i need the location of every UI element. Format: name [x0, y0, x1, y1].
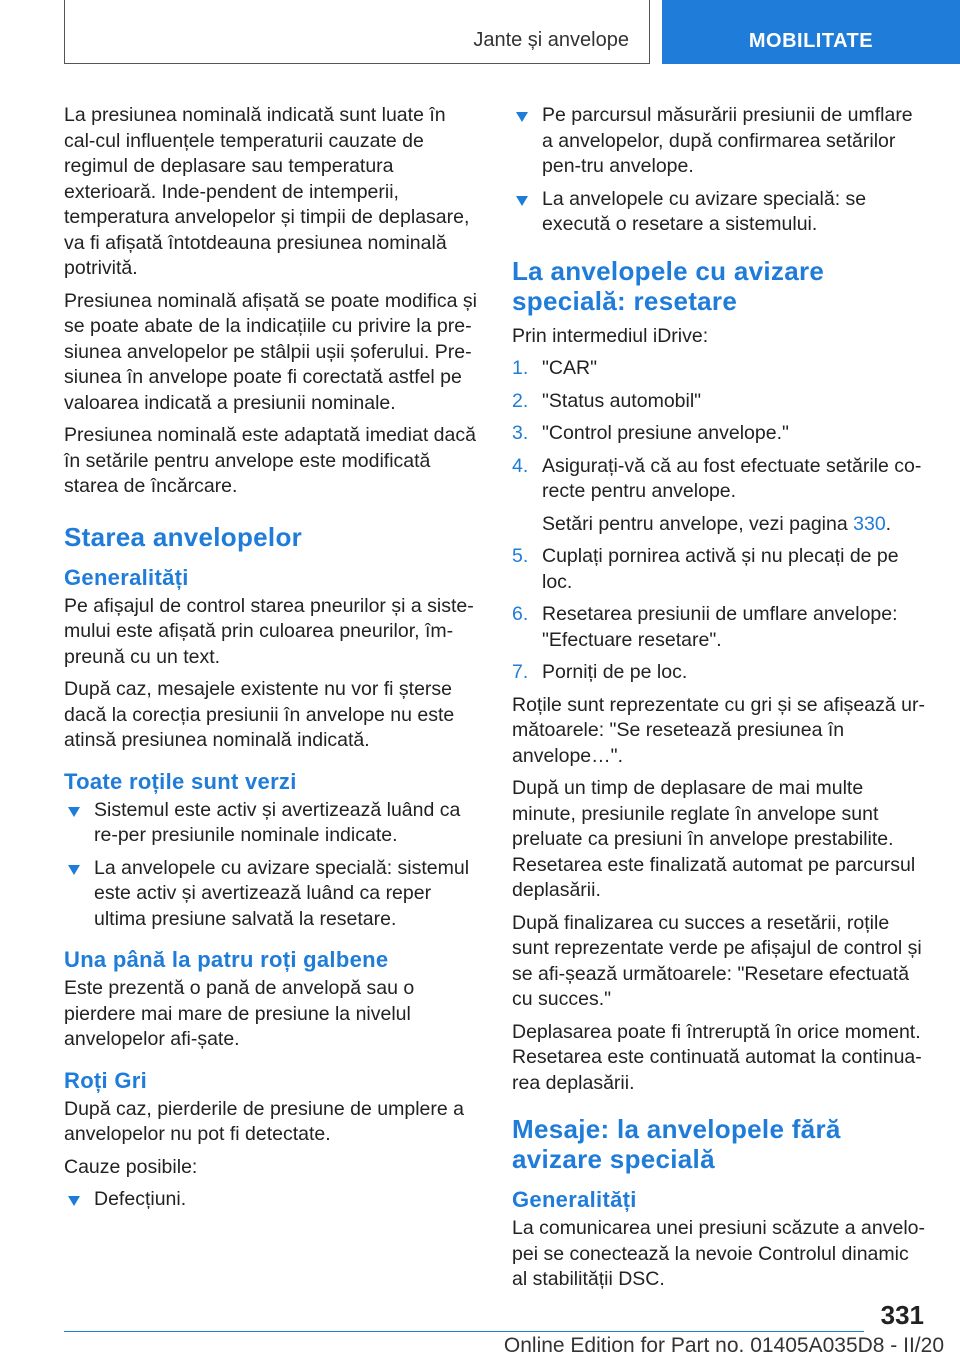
- right-column: [512, 103, 928, 1300]
- paragraph: După caz, pierderile de presiune de umplere a anvelopelor nu pot fi detectate.: [64, 1097, 464, 1145]
- list-item: [512, 103, 928, 180]
- step-number: 5.: [512, 545, 529, 567]
- paragraph: După finalizarea cu succes a resetării, roțile sunt reprezentate verde pe afișajul de control și se afi-șează următoarele: "Resetare efectuată cu succes.": [512, 911, 922, 1010]
- paragraph: Roțile sunt reprezentate cu gri și se afișează ur-mătoarele: "Se resetează presiunea în anvelope…".: [512, 693, 925, 767]
- step-number: 6.: [512, 603, 529, 625]
- triangle-bullet-icon: [68, 1196, 80, 1206]
- heading-generalitati: Generalități: [512, 1187, 637, 1212]
- step-number: 2.: [512, 389, 529, 412]
- list-item: [64, 1187, 480, 1213]
- heading-mesaje: Mesaje: la anvelopele fără avizare specială: [512, 1114, 841, 1174]
- list-item-text: Defecțiuni.: [94, 1188, 187, 1210]
- step-text: Porniți de pe loc.: [542, 661, 688, 683]
- bullet-list: [512, 103, 928, 238]
- list-item: [512, 187, 928, 238]
- triangle-bullet-icon: [68, 807, 80, 817]
- heading-starea-anvelopelor: Starea anvelopelor: [64, 521, 303, 552]
- page-reference-link[interactable]: 330: [853, 512, 886, 535]
- paragraph: După un timp de deplasare de mai multe minute, presiunile reglate în anvelope sunt preluate ca presiuni în anvelope prestabilite. Resetarea este finalizată automat pe parcursul deplasării.: [512, 777, 916, 901]
- step-text: "Status automobil": [542, 389, 702, 412]
- paragraph: Pe afișajul de control starea pneurilor și a siste-mului este afișată prin culoarea pneurilor, îm-preună cu un text.: [64, 594, 474, 668]
- triangle-bullet-icon: [516, 112, 528, 122]
- step-text: "CAR": [542, 357, 598, 379]
- heading-rotile-galbene: Una până la patru roți galbene: [64, 947, 389, 972]
- step-text: Asigurați-vă că au fost efectuate setările co-recte pentru anvelope.: [542, 454, 922, 502]
- step-number: 1.: [512, 357, 529, 379]
- steps-list: [512, 356, 928, 686]
- step-note-text: Setări pentru anvelope, vezi pagina: [542, 512, 854, 535]
- step-number: 4.: [512, 454, 529, 477]
- step-note-end: .: [885, 512, 892, 535]
- footer-edition: Online Edition for Part no. 01405A035D8 - II/20: [503, 1334, 944, 1357]
- footer-divider: [64, 1331, 864, 1332]
- step-number: 7.: [512, 661, 529, 683]
- heading-generalitati: Generalități: [64, 564, 189, 590]
- triangle-bullet-icon: [68, 865, 80, 875]
- paragraph: Deplasarea poate fi întreruptă în orice moment. Resetarea este continuată automat la continua-rea deplasării.: [512, 1020, 922, 1094]
- step-item: [512, 544, 928, 595]
- list-item: [64, 798, 480, 849]
- paragraph: La presiunea nominală indicată sunt luate în cal-cul influențele temperaturii cauzate de regimul de deplasare sau temperatura exterioară. Inde-pendent de intemperii, temperatura anvelopelor și timpii de deplasare, va fi afișată întotdeauna presiunea nominală potrivită.: [64, 104, 470, 279]
- heading-resetare: La anvelopele cu avizare specială: resetare: [512, 255, 825, 316]
- paragraph: La comunicarea unei presiuni scăzute a anvelo-pei se conectează la nevoie Controlul dinamic al stabilității DSC.: [512, 1217, 925, 1290]
- list-item-text: Pe parcursul măsurării presiunii de umflare a anvelopelor, după confirmarea setărilor pen-tru anvelope.: [542, 104, 913, 177]
- step-item: [512, 454, 928, 538]
- step-item: [512, 602, 928, 653]
- bullet-list: [64, 798, 480, 933]
- paragraph: Cauze posibile:: [64, 1155, 198, 1178]
- list-item-text: Sistemul este activ și avertizează luând ca re-per presiunile nominale indicate.: [94, 798, 461, 846]
- list-item-text: La anvelopele cu avizare specială: se execută o resetare a sistemului.: [542, 187, 867, 235]
- header-chapter-tab: [662, 0, 960, 64]
- step-note: [542, 512, 928, 538]
- heading-toate-rotile-verzi: Toate roțile sunt verzi: [64, 768, 297, 794]
- step-item: [512, 421, 928, 447]
- step-item: [512, 660, 928, 686]
- step-number: 3.: [512, 422, 529, 444]
- step-item: [512, 389, 928, 415]
- paragraph: Este prezentă o pană de anvelopă sau o pierdere mai mare de presiune la nivelul anvelopelor afi-șate.: [64, 977, 415, 1050]
- list-item-text: La anvelopele cu avizare specială: sistemul este activ și avertizează luând ca reper ultima presiune salvată la resetare.: [94, 856, 470, 930]
- paragraph: După caz, mesajele existente nu vor fi șterse dacă la corecția presiunii în anvelope nu este atinsă presiunea nominală indicată.: [64, 678, 455, 751]
- triangle-bullet-icon: [516, 196, 528, 206]
- header-section-box: [64, 0, 650, 64]
- page-number: 331: [880, 1300, 924, 1330]
- step-item: [512, 356, 928, 382]
- paragraph: Presiunea nominală este adaptată imediat dacă în setările pentru anvelope este modificată starea de încărcare.: [64, 424, 476, 497]
- bullet-list: [64, 1187, 480, 1213]
- step-text: Resetarea presiunii de umflare anvelope: "Efectuare resetare".: [542, 603, 898, 651]
- step-text: Cuplați pornirea activă și nu plecați de pe loc.: [542, 545, 899, 593]
- header-chapter-label: MOBILITATE: [748, 30, 874, 52]
- header-section-title: Jante și anvelope: [473, 29, 629, 51]
- paragraph: Presiunea nominală afișată se poate modifica și se poate abate de la indicațiile cu privire la pre-siunea anvelopelor pe stâlpii ușii șoferului. Pre-siunea în anvelope poate fi corectată astfel pe valoarea indicată a presiunii nominale.: [64, 289, 477, 414]
- step-text: "Control presiune anvelope.": [542, 422, 789, 444]
- paragraph: Prin intermediul iDrive:: [512, 324, 709, 347]
- left-column: [64, 103, 480, 1220]
- heading-roti-gri: Roți Gri: [64, 1067, 148, 1093]
- list-item: [64, 856, 480, 933]
